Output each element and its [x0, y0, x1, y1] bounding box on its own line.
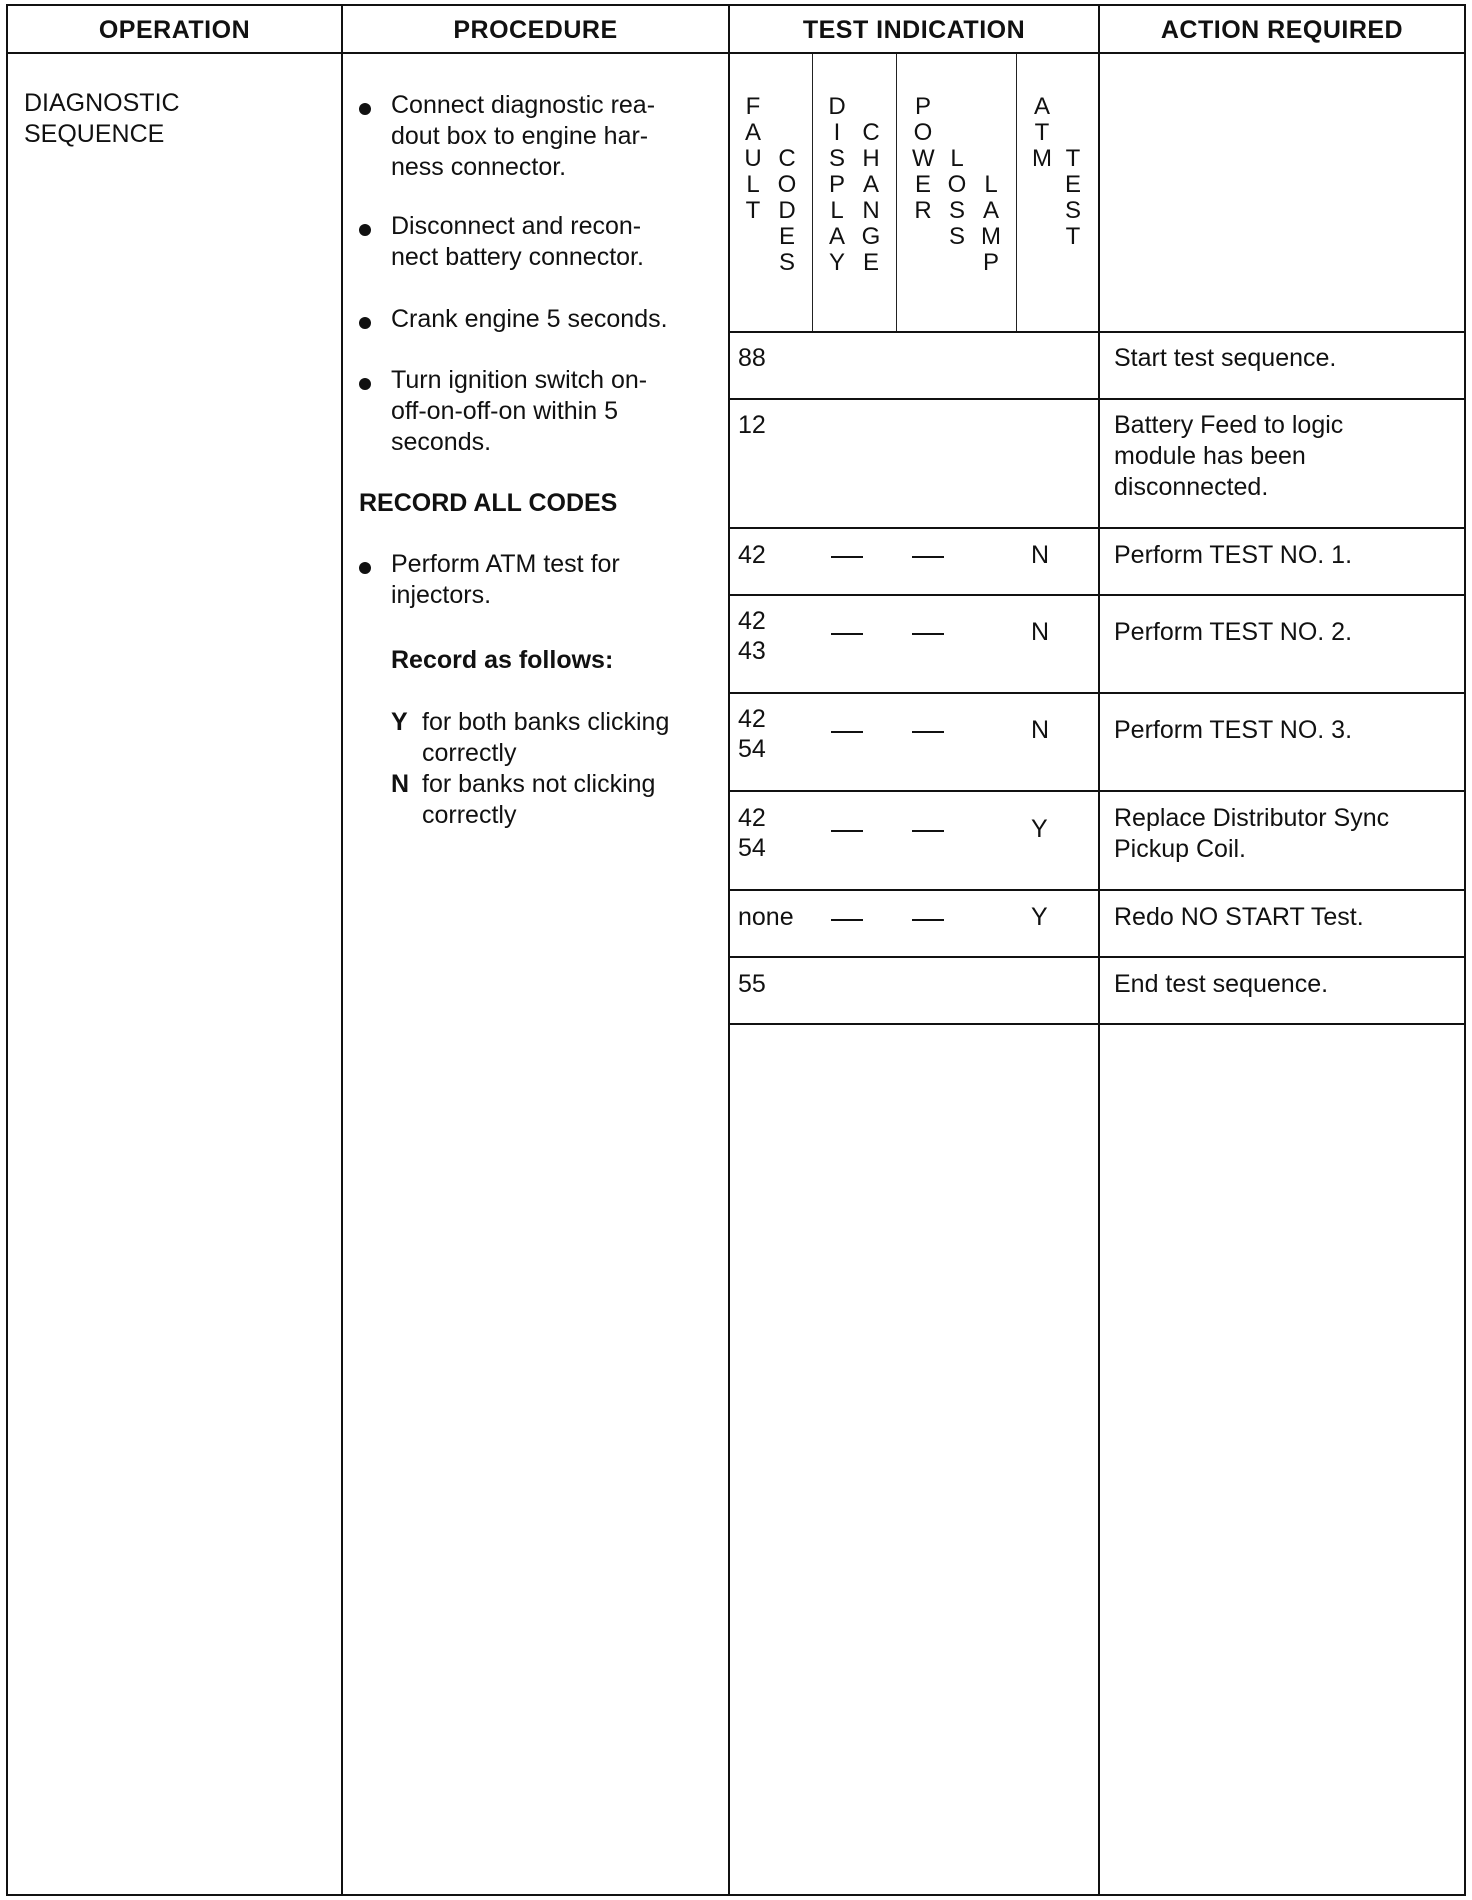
row-divider [729, 594, 1466, 596]
legend-y-key: Y [391, 708, 408, 736]
vertical-letter: A [744, 119, 761, 146]
power-dash [912, 556, 944, 558]
column-divider-test-indication [1098, 4, 1100, 1896]
loss-letters [946, 146, 968, 250]
row-action: Replace Distributor Sync [1114, 804, 1390, 832]
row-divider [729, 527, 1466, 529]
power-letters [912, 94, 934, 224]
column-divider-operation [341, 4, 343, 1896]
vertical-letter: P [828, 171, 845, 198]
row-action: disconnected. [1114, 473, 1269, 501]
bullet-icon [359, 103, 371, 115]
table-left-border [6, 4, 8, 1896]
step2-line2: nect battery connector. [391, 243, 644, 271]
vertical-letter: E [778, 223, 795, 250]
vertical-letter: S [948, 197, 965, 224]
vertical-letter: T [1034, 119, 1050, 146]
vertical-letter: D [778, 197, 796, 224]
vertical-letter: L [830, 197, 844, 224]
vertical-letter: E [1064, 171, 1081, 198]
vertical-letter: A [982, 197, 999, 224]
row-divider [729, 1023, 1466, 1025]
vertical-letter: A [862, 171, 879, 198]
row-codes: 12 [738, 411, 766, 439]
legend-n-text2: correctly [422, 801, 517, 829]
power-dash [912, 919, 944, 921]
row-codes: 54 [738, 834, 766, 862]
vertical-letter: R [914, 197, 932, 224]
row-action: Start test sequence. [1114, 344, 1337, 372]
vertical-letter: O [777, 171, 797, 198]
row-codes: 42 [738, 607, 766, 635]
row-divider [729, 889, 1466, 891]
display-dash [831, 830, 863, 832]
row-codes: 42 [738, 541, 766, 569]
subcol-divider-3 [1016, 54, 1017, 331]
header-action-required: ACTION REQUIRED [1160, 15, 1404, 44]
test-letters [1062, 146, 1084, 250]
display-dash [831, 556, 863, 558]
legend-n-text: for banks not clicking [422, 770, 656, 798]
vertical-letter: D [828, 93, 846, 120]
vertical-letter: C [862, 119, 880, 146]
row-divider [1098, 331, 1466, 333]
row-divider [729, 956, 1466, 958]
vertical-letter: L [746, 171, 760, 198]
subcol-divider-2 [896, 54, 897, 331]
row-divider [729, 790, 1466, 792]
subcol-divider-1 [812, 54, 813, 331]
vertical-letter: U [744, 145, 762, 172]
vertical-letter: T [1065, 223, 1081, 250]
vertical-letter: S [1064, 197, 1081, 224]
display-dash [831, 731, 863, 733]
subheader-bottom-border [729, 331, 1099, 333]
lamp-letters [980, 172, 1002, 276]
step1-line2: dout box to engine har- [391, 122, 649, 150]
row-action: Battery Feed to logic [1114, 411, 1344, 439]
record-as-follows: Record as follows: [391, 646, 614, 674]
row-divider [729, 692, 1466, 694]
table-top-border [6, 4, 1466, 6]
vertical-letter: S [828, 145, 845, 172]
row-codes: 42 [738, 705, 766, 733]
vertical-letter: I [833, 119, 841, 146]
vertical-letter: T [1065, 145, 1081, 172]
vertical-letter: O [913, 119, 933, 146]
display-letters-2 [860, 120, 882, 276]
row-atm: N [1031, 541, 1050, 569]
vertical-letter: A [828, 223, 845, 250]
step4-line1: Turn ignition switch on- [391, 366, 648, 394]
bullet-icon [359, 224, 371, 236]
step5-line2: injectors. [391, 581, 492, 609]
display-dash [831, 633, 863, 635]
power-dash [912, 633, 944, 635]
vertical-letter: O [947, 171, 967, 198]
row-action: Perform TEST NO. 1. [1114, 541, 1353, 569]
vertical-letter: P [914, 93, 931, 120]
bullet-icon [359, 562, 371, 574]
operation-line-2: SEQUENCE [24, 120, 165, 148]
row-action: Pickup Coil. [1114, 835, 1246, 863]
vertical-letter: E [914, 171, 931, 198]
row-codes: 42 [738, 804, 766, 832]
vertical-letter: L [950, 145, 964, 172]
row-atm: Y [1031, 903, 1048, 931]
table-right-border [1464, 4, 1466, 1896]
legend-y-text: for both banks clicking [422, 708, 670, 736]
step1-line3: ness connector. [391, 153, 567, 181]
vertical-letter: T [745, 197, 761, 224]
header-operation: OPERATION [98, 15, 251, 44]
vertical-letter: L [984, 171, 998, 198]
row-action: Redo NO START Test. [1114, 903, 1364, 931]
operation-line-1: DIAGNOSTIC [24, 89, 180, 117]
row-codes: 55 [738, 970, 766, 998]
record-all-codes: RECORD ALL CODES [359, 489, 618, 517]
vertical-letter: C [778, 145, 796, 172]
step1-line1: Connect diagnostic rea- [391, 91, 656, 119]
row-codes: 43 [738, 637, 766, 665]
header-test-indication: TEST INDICATION [802, 15, 1026, 44]
step2-line1: Disconnect and recon- [391, 212, 642, 240]
table-bottom-border [6, 1894, 1466, 1896]
legend-y-text2: correctly [422, 739, 517, 767]
row-atm: N [1031, 618, 1050, 646]
step4-line3: seconds. [391, 428, 492, 456]
row-codes: none [738, 903, 794, 931]
bullet-icon [359, 317, 371, 329]
vertical-letter: G [861, 223, 881, 250]
row-action: End test sequence. [1114, 970, 1329, 998]
vertical-letter: P [982, 249, 999, 276]
vertical-letter: H [862, 145, 880, 172]
display-dash [831, 919, 863, 921]
column-divider-procedure [728, 4, 730, 1896]
vertical-letter: A [1033, 93, 1050, 120]
header-bottom-border [6, 52, 1466, 54]
vertical-letter: S [778, 249, 795, 276]
power-dash [912, 830, 944, 832]
step5-line1: Perform ATM test for [391, 550, 620, 578]
atm-letters [1031, 94, 1053, 172]
step4-line2: off-on-off-on within 5 [391, 397, 618, 425]
row-codes: 54 [738, 735, 766, 763]
row-action: module has been [1114, 442, 1306, 470]
vertical-letter: W [912, 145, 935, 172]
vertical-letter: E [862, 249, 879, 276]
vertical-letter: M [1032, 145, 1052, 172]
step3-line1: Crank engine 5 seconds. [391, 305, 668, 333]
vertical-letter: Y [828, 249, 845, 276]
row-divider [729, 398, 1466, 400]
row-codes: 88 [738, 344, 766, 372]
vertical-letter: S [948, 223, 965, 250]
row-atm: Y [1031, 815, 1048, 843]
header-procedure: PROCEDURE [453, 15, 618, 44]
row-action: Perform TEST NO. 3. [1114, 716, 1353, 744]
fault-letters-2 [776, 146, 798, 276]
fault-letters-1 [742, 94, 764, 224]
bullet-icon [359, 378, 371, 390]
legend-n-key: N [391, 770, 410, 798]
vertical-letter: F [745, 93, 761, 120]
display-letters-1 [826, 94, 848, 276]
vertical-letter: M [981, 223, 1001, 250]
row-atm: N [1031, 716, 1050, 744]
power-dash [912, 731, 944, 733]
row-action: Perform TEST NO. 2. [1114, 618, 1353, 646]
vertical-letter: N [862, 197, 880, 224]
